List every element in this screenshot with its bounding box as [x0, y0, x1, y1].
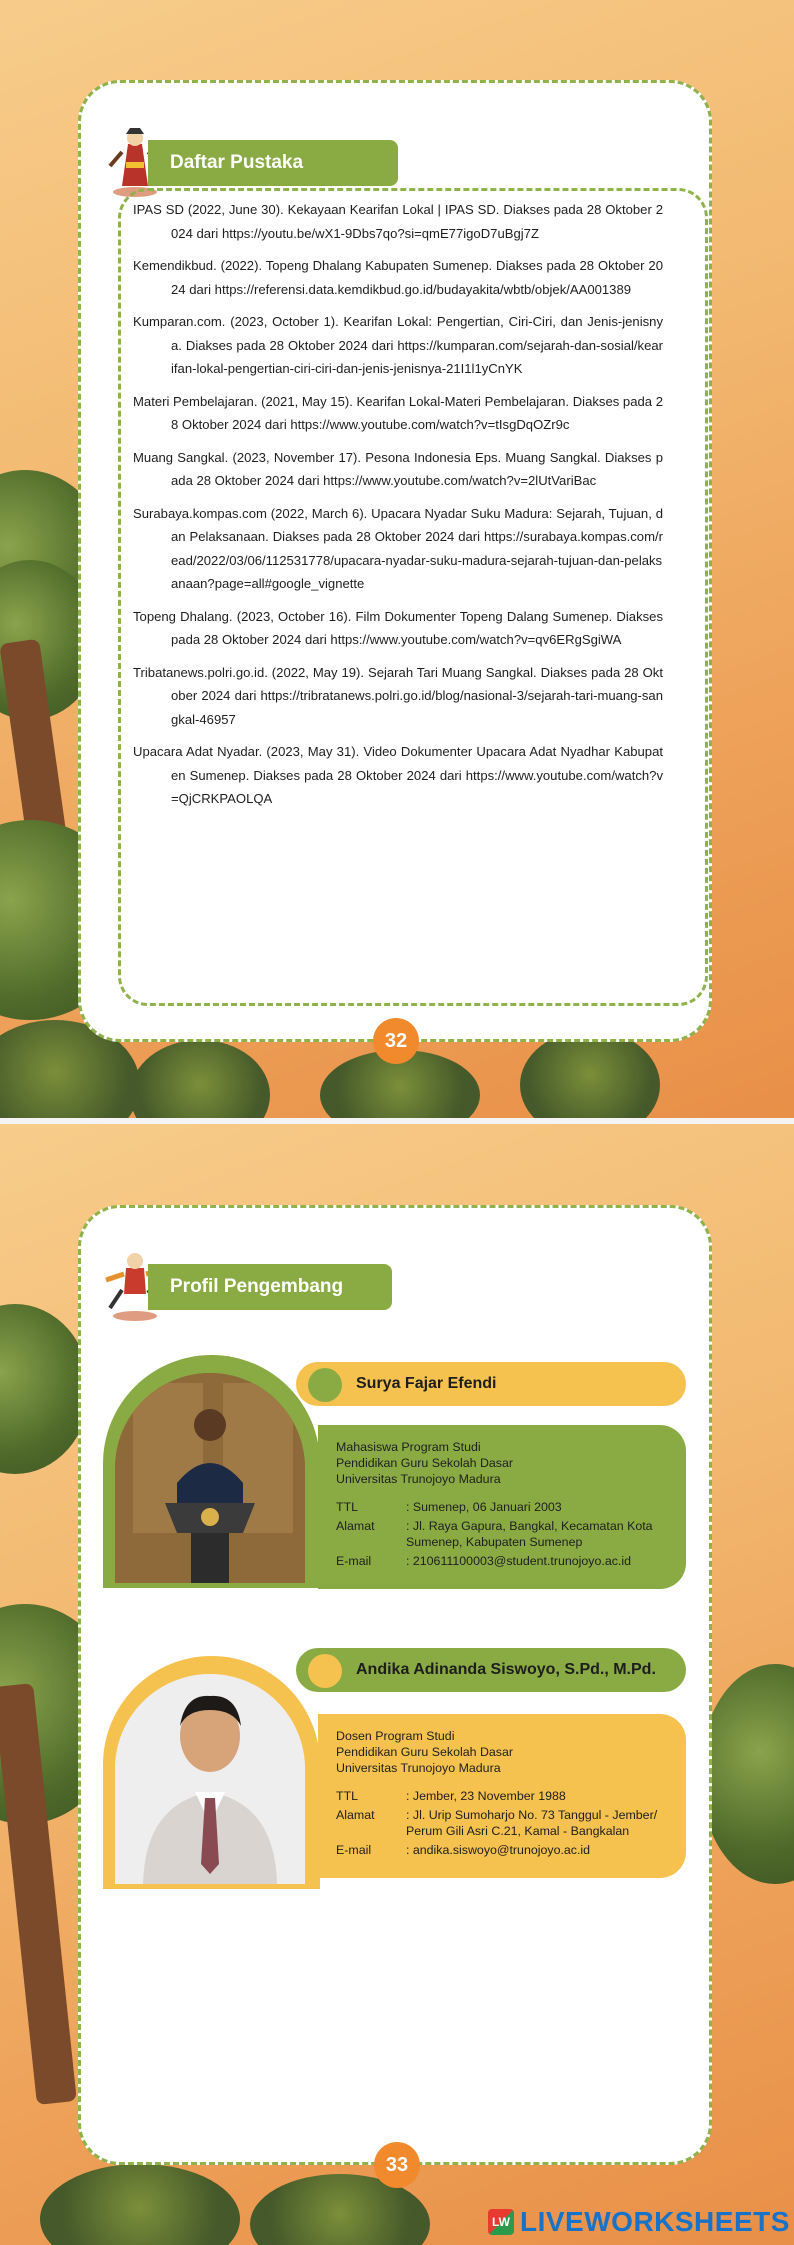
ttl-value: : Sumenep, 06 Januari 2003: [406, 1500, 562, 1514]
reference-entry: Kumparan.com. (2023, October 1). Kearifan Lokal: Pengertian, Ciri-Ciri, dan Jenis-jenisnya. Diakses pada 28 Oktober 2024 dari https://kumparan.com/sejarah-dan-sosial/kearifan-lokal-pengertian-ciri-ciri-dan-jenis-jenisnya-21I1l1yCnYK: [133, 314, 663, 376]
address-row: [336, 1518, 686, 1550]
profile-info: [318, 1425, 686, 1589]
name-bullet-icon: [308, 1654, 342, 1688]
page-number: 32: [373, 1018, 419, 1064]
bush: [40, 2164, 240, 2245]
email-label: E-mail: [336, 1843, 372, 1857]
section-heading: Daftar Pustaka: [148, 140, 398, 186]
address-row: [336, 1807, 686, 1839]
affiliation-line: Dosen Program Studi: [336, 1729, 455, 1743]
address-value: : Jl. Urip Sumoharjo No. 73 Tanggul - Jember/ Perum Gili Asri C.21, Kamal - Bangkalan: [406, 1808, 658, 1838]
profile-name-bar: [296, 1648, 686, 1692]
reference-entry: Tribatanews.polri.go.id. (2022, May 19). Sejarah Tari Muang Sangkal. Diakses pada 28 Oktober 2024 dari https://tribratanews.polri.go.id/blog/nasional-3/sejarah-tari-muang-sangkal-46957: [133, 664, 663, 727]
affiliation-line: Mahasiswa Program Studi: [336, 1440, 481, 1454]
affiliation: [336, 1728, 686, 1776]
ttl-row: [336, 1788, 686, 1804]
reference-entry: IPAS SD (2022, June 30). Kekayaan Kearifan Lokal | IPAS SD. Diakses pada 28 Oktober 2024 dari https://youtu.be/wX1-9Dbs7qo?si=qmE77igoD7uBgj7Z: [133, 202, 663, 241]
email-value: : andika.siswoyo@trunojoyo.ac.id: [406, 1843, 591, 1857]
reference-entry: Materi Pembelajaran. (2021, May 15). Kearifan Lokal-Materi Pembelajaran. Diakses pada 28 Oktober 2024 dari https://www.youtube.com/watch?v=tIsgDqOZr9c: [133, 393, 663, 432]
ttl-value: : Jember, 23 November 1988: [406, 1789, 566, 1803]
section-heading: Profil Pengembang: [148, 1264, 392, 1310]
profile-info: [318, 1714, 686, 1878]
reference-entry: Topeng Dhalang. (2023, October 16). Film Dokumenter Topeng Dalang Sumenep. Diakses pada 28 Oktober 2024 dari https://www.youtube.com/watch?v=qv6ERgSgiWA: [133, 608, 663, 647]
profile-name-bar: [296, 1362, 686, 1406]
address-label: Alamat: [336, 1519, 375, 1533]
liveworksheets-logo[interactable]: [488, 2206, 790, 2238]
liveworksheets-badge-icon: LW: [488, 2209, 514, 2235]
bush: [520, 1030, 660, 1118]
profile-photo: [115, 1674, 305, 1884]
reference-entry: Kemendikbud. (2022). Topeng Dhalang Kabupaten Sumenep. Diakses pada 28 Oktober 2024 dari https://referensi.data.kemdikbud.go.id/budayakita/wbtb/objek/AA001389: [133, 258, 663, 297]
ttl-row: [336, 1499, 686, 1515]
email-row: [336, 1842, 686, 1858]
affiliation: [336, 1439, 686, 1487]
email-label: E-mail: [336, 1554, 372, 1568]
affiliation-line: Universitas Trunojoyo Madura: [336, 1472, 501, 1486]
ttl-label: TTL: [336, 1789, 359, 1803]
affiliation-line: Pendidikan Guru Sekolah Dasar: [336, 1456, 514, 1470]
profile-name: Andika Adinanda Siswoyo, S.Pd., M.Pd.: [356, 1661, 656, 1678]
reference-list: [133, 198, 663, 820]
email-row: [336, 1553, 686, 1569]
reference-entry: Upacara Adat Nyadar. (2023, May 31). Video Dokumenter Upacara Adat Nyadhar Kabupaten Sumenep. Diakses pada 28 Oktober 2024 dari https://www.youtube.com/watch?v=QjCRKPAOLQA: [133, 744, 663, 806]
page-number: 33: [374, 2142, 420, 2188]
address-label: Alamat: [336, 1808, 375, 1822]
bush: [130, 1040, 270, 1118]
reference-entry: Muang Sangkal. (2023, November 17). Pesona Indonesia Eps. Muang Sangkal. Diakses pada 28 Oktober 2024 dari https://www.youtube.com/watch?v=2lUtVariBac: [133, 449, 663, 488]
affiliation-line: Universitas Trunojoyo Madura: [336, 1761, 501, 1775]
ttl-label: TTL: [336, 1500, 359, 1514]
liveworksheets-wordmark: LIVEWORKSHEETS: [520, 2206, 790, 2237]
tree-foliage: [700, 1664, 794, 1884]
profile-name: Surya Fajar Efendi: [356, 1375, 497, 1392]
profile-photo: [115, 1373, 305, 1583]
email-value: : 210611100003@student.trunojoyo.ac.id: [406, 1554, 631, 1568]
reference-entry: Surabaya.kompas.com (2022, March 6). Upacara Nyadar Suku Madura: Sejarah, Tujuan, dan Pelaksanaan. Diakses pada 28 Oktober 2024 dari https://surabaya.kompas.com/read/2022/03/06/112531778/upacara-nyadar-suku-madura-sejarah-tujuan-dan-pelaksanaan?page=all#google_vignette: [133, 505, 663, 591]
tree-foliage: [0, 1304, 90, 1474]
address-value: : Jl. Raya Gapura, Bangkal, Kecamatan Kota Sumenep, Kabupaten Sumenep: [406, 1519, 653, 1549]
name-bullet-icon: [308, 1368, 342, 1402]
affiliation-line: Pendidikan Guru Sekolah Dasar: [336, 1745, 514, 1759]
